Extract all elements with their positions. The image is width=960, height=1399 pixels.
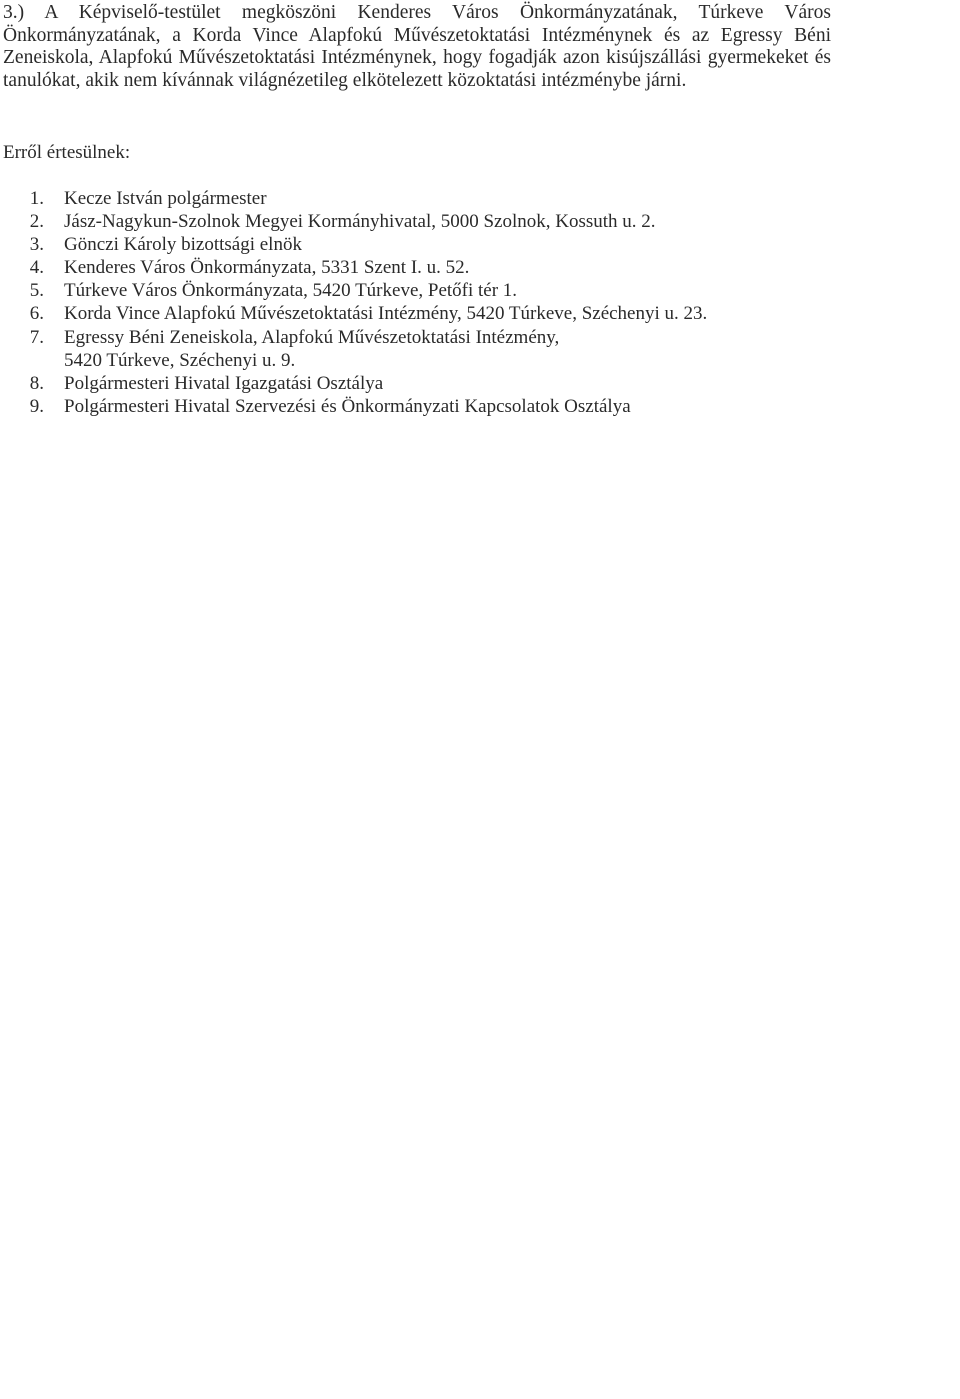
recipient-item (0, 302, 707, 325)
recipient-text (64, 372, 383, 395)
recipient-line: Polgármesteri Hivatal Szervezési és Önkormányzati Kapcsolatok Osztálya (64, 395, 631, 417)
recipient-number: 7. (29, 326, 44, 348)
recipient-item (0, 279, 707, 302)
recipient-number: 8. (29, 372, 44, 394)
recipient-line: Kecze István polgármester (64, 188, 267, 209)
recipient-line: Korda Vince Alapfokú Művészetoktatási Intézmény, 5420 Túrkeve, Széchenyi u. 23. (64, 303, 708, 325)
recipient-number: 4. (29, 257, 44, 279)
recipient-item (0, 187, 707, 210)
recipient-line: Egressy Béni Zeneiskola, Alapfokú Művészetoktatási Intézmény, (64, 326, 560, 348)
recipient-text (64, 256, 469, 279)
recipient-text (64, 326, 559, 372)
recipient-item (0, 326, 707, 372)
recipient-number: 1. (29, 188, 44, 209)
recipient-text (64, 395, 631, 418)
recipient-number: 9. (29, 395, 44, 417)
recipient-line-continuation: 5420 Túrkeve, Széchenyi u. 9. (64, 349, 296, 371)
recipient-item (0, 233, 707, 256)
recipient-item (0, 210, 707, 233)
recipient-line: Kenderes Város Önkormányzata, 5331 Szent I. u. 52. (64, 257, 470, 279)
recipient-text (64, 233, 302, 256)
recipient-item (0, 256, 707, 279)
recipient-number: 3. (29, 234, 44, 256)
recipient-item (0, 395, 707, 418)
recipient-text (64, 302, 707, 325)
recipient-line: Túrkeve Város Önkormányzata, 5420 Túrkeve, Petőfi tér 1. (64, 280, 518, 302)
notification-heading: Erről értesülnek: (3, 142, 131, 163)
recipient-item (0, 372, 707, 395)
recipient-list (0, 187, 707, 418)
recipient-line: Gönczi Károly bizottsági elnök (64, 234, 302, 256)
recipient-number: 6. (29, 303, 44, 325)
recipient-line: Jász-Nagykun-Szolnok Megyei Kormányhivatal, 5000 Szolnok, Kossuth u. 2. (64, 211, 656, 233)
resolution-paragraph: 3.) A Képviselő-testület megköszöni Kenderes Város Önkormányzatának, Túrkeve Város Önkormányzatának, a Korda Vince Alapfokú Művészetoktatási Intézménynek és az Egressy Béni Zeneiskola, Alapfokú Művészetoktatási Intézménynek, hogy fogadják azon kisújszállási gyermekeket és tanulókat, akik nem kívánnak világnézetileg elkötelezett közoktatási intézménybe járni. (3, 2, 831, 91)
recipient-text (64, 210, 656, 233)
recipient-line: Polgármesteri Hivatal Igazgatási Osztálya (64, 372, 384, 394)
recipient-number: 2. (29, 211, 44, 233)
recipient-text (64, 279, 517, 302)
recipient-number: 5. (29, 280, 44, 302)
recipient-text (64, 187, 267, 210)
